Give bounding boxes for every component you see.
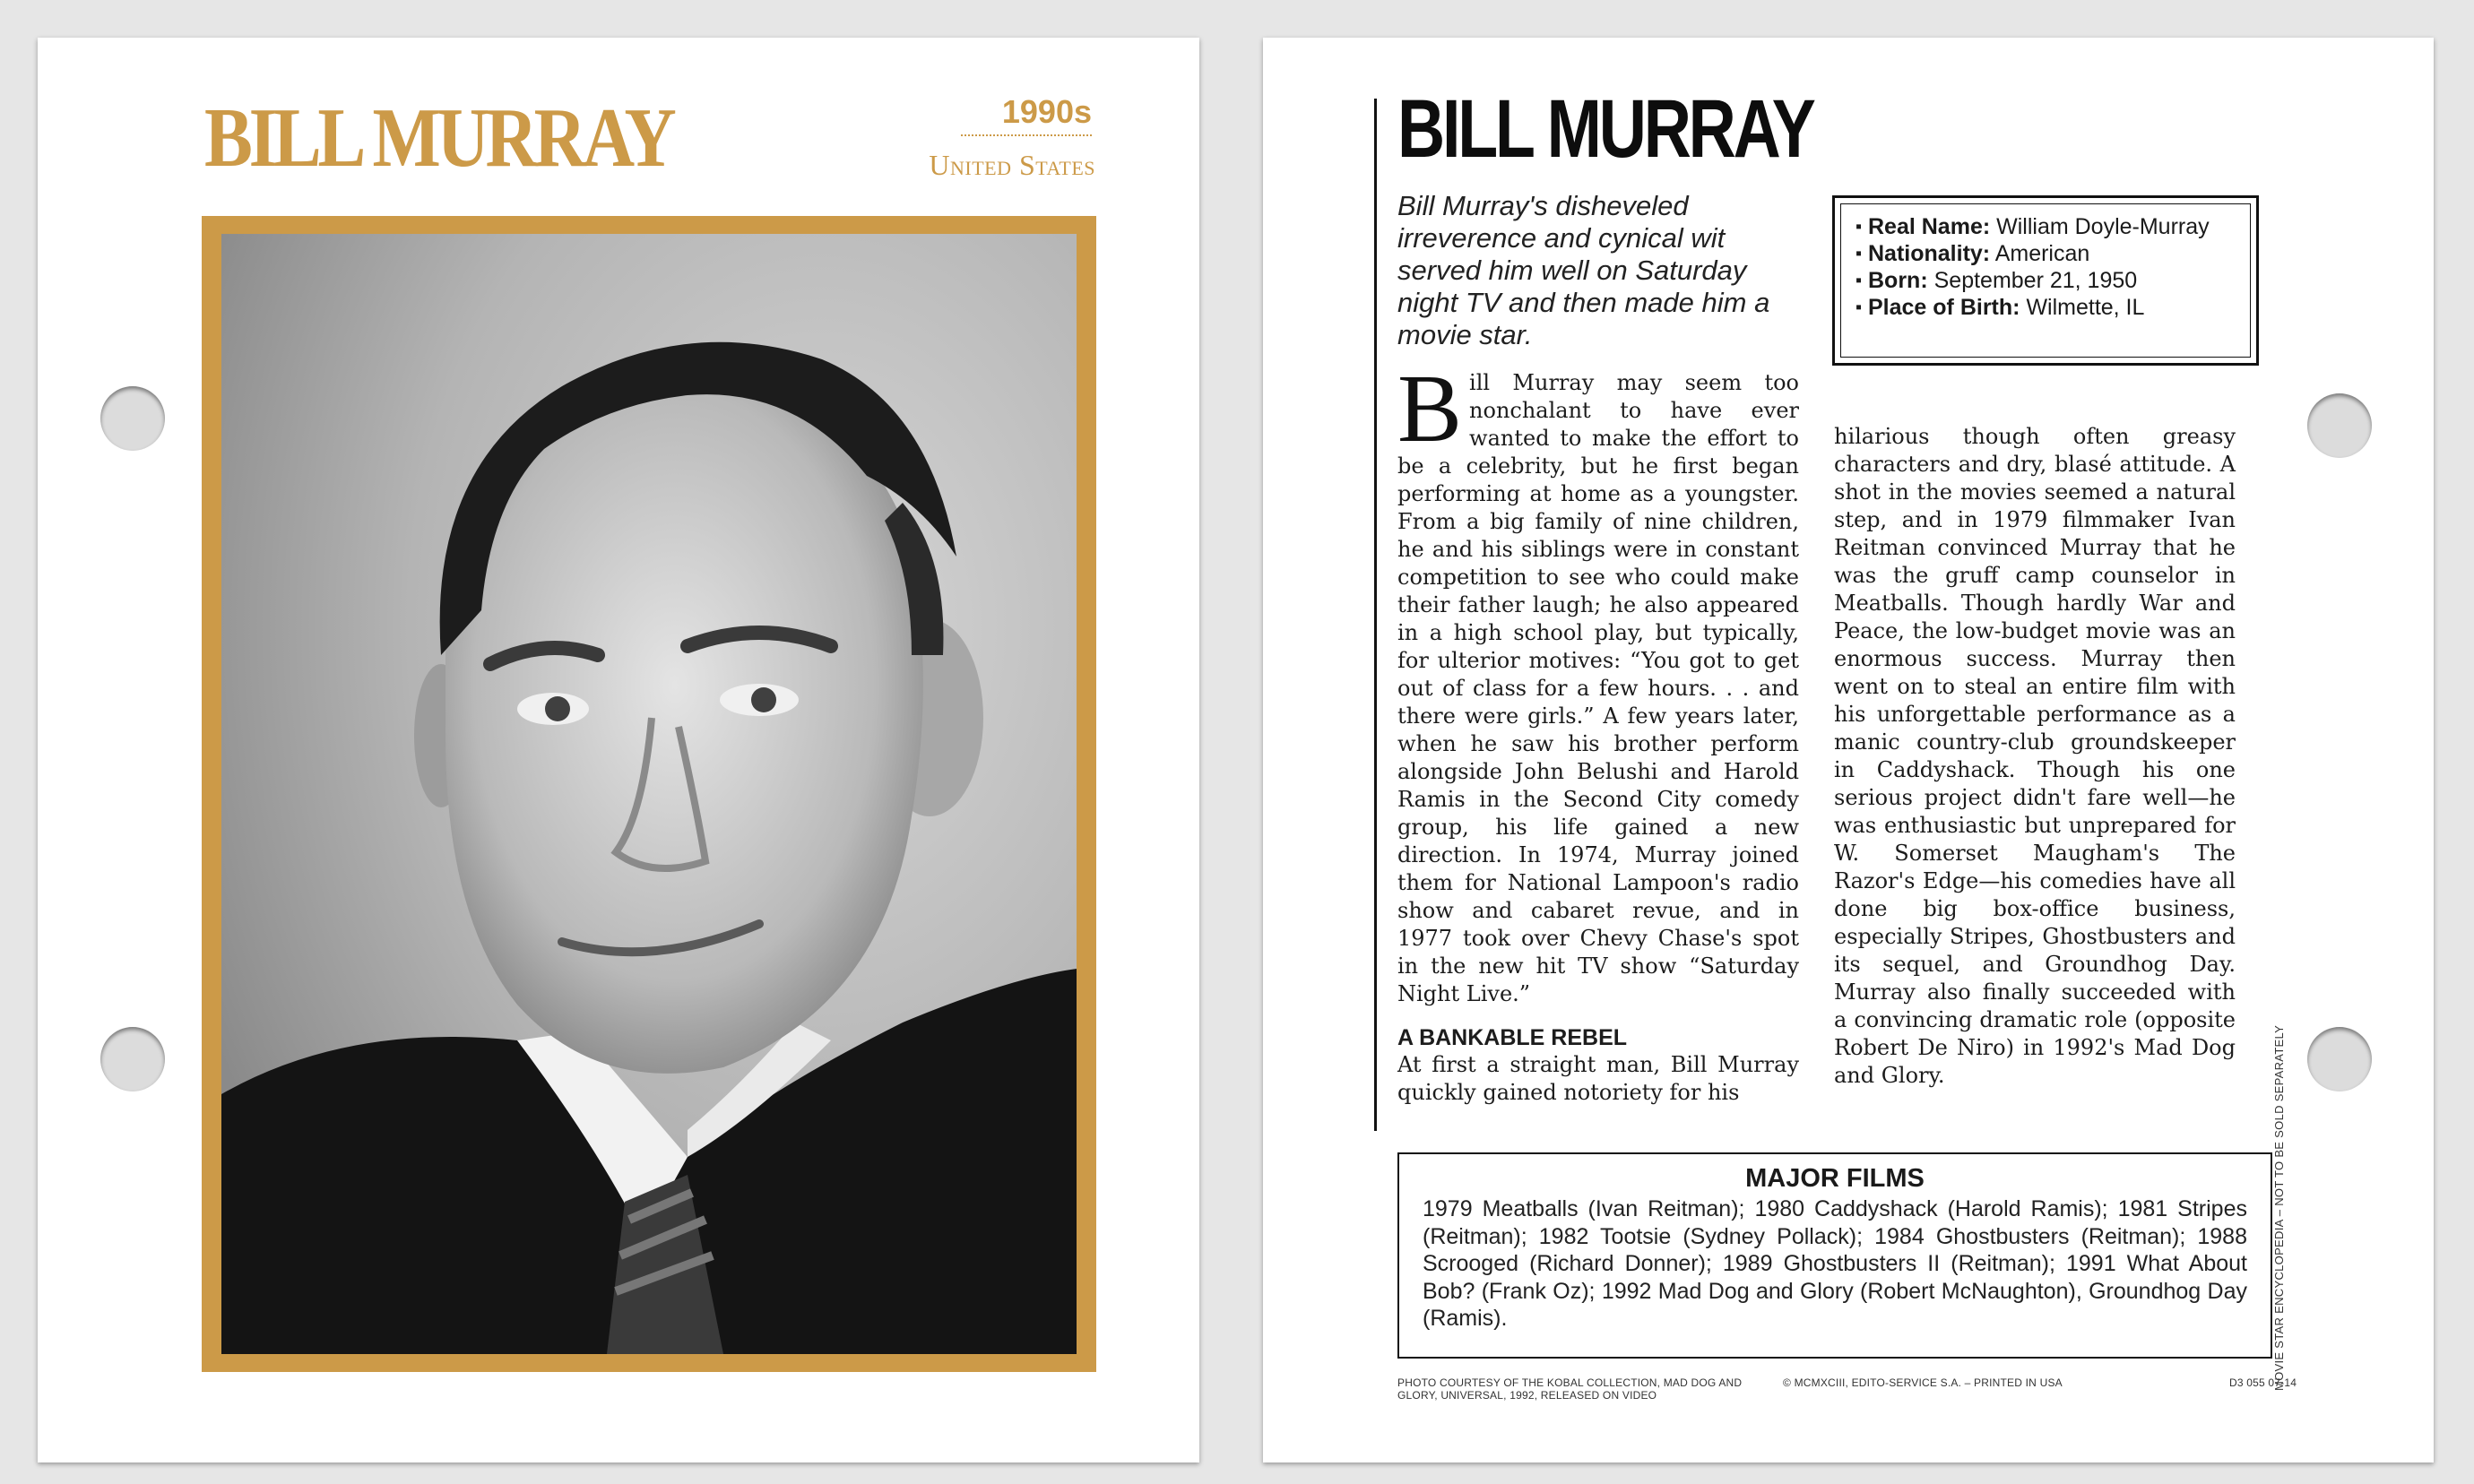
side-notice: MOVIE STAR ENCYCLOPEDIA – NOT TO BE SOLD SEPARATELY (2272, 1024, 2286, 1391)
fact-list (1840, 203, 2251, 358)
fact-place-of-birth (1856, 294, 2241, 321)
left-rule (1374, 99, 1377, 1131)
body-paragraph-2: At first a straight man, Bill Murray quickly gained notoriety for his (1397, 1052, 1799, 1105)
body-paragraph-3: hilarious though often greasy characters and dry, blasé attitude. A shot in the movies seemed a natural step, and in 1979 filmmaker Ivan Reitman convinced Murray that he was the gruff camp counselor in Meatballs. Though hardly War and Peace, the low-budget movie was an enormous success. Murray then went on to steal an entire film with his unforgettable performance as a manic country-club groundskeeper in Caddyshack. Though his one serious project didn't fare well—he was enthusiastic but unprepared for W. Somerset Maugham's The Razor's Edge—his comedies have all done big box-office business, especially Stripes, Ghostbusters and its sequel, and Groundhog Day. Murray also finally succeeded with a convincing dramatic role (opposite Robert De Niro) in 1992's Mad Dog and Glory. (1834, 424, 2236, 1088)
major-films-title: MAJOR FILMS (1745, 1164, 1925, 1193)
fact-value: September 21, 1950 (1933, 268, 2138, 293)
front-title-name: BILL MURRAY (204, 91, 673, 185)
back-card (1263, 38, 2434, 1462)
body-column-1 (1397, 356, 1799, 1158)
card-code: D3 055 07-14 (2229, 1376, 2297, 1389)
fact-box (1832, 195, 2259, 366)
fact-value: William Doyle-Murray (1996, 214, 2210, 239)
back-title-name: BILL MURRAY (1397, 83, 1813, 175)
copyright-notice: © MCMXCIII, EDITO-SERVICE S.A. – PRINTED IN USA (1783, 1376, 2063, 1389)
portrait-photo (221, 234, 1077, 1354)
drop-cap: B (1397, 356, 1463, 462)
subheading: A BANKABLE REBEL (1397, 1025, 1628, 1050)
fact-label: Place of Birth: (1868, 295, 2020, 320)
fact-real-name (1856, 213, 2241, 240)
major-films-list: 1979 Meatballs (Ivan Reitman); 1980 Caddyshack (Harold Ramis); 1981 Stripes (Reitman); 1982 Tootsie (Sydney Pollack); 1984 Ghostbusters (Reitman); 1988 Scrooged (Richard Donner); 1989 Ghostbusters II (Reitman); 1991 What About Bob? (Frank Oz); 1992 Mad Dog and Glory (Robert McNaughton), Groundhog Day (Ramis). (1423, 1196, 2247, 1331)
body-column-2 (1834, 423, 2236, 1090)
photo-credit: PHOTO COURTESY OF THE KOBAL COLLECTION, MAD DOG AND GLORY, UNIVERSAL, 1992, RELEASED ON VIDEO (1397, 1376, 1743, 1402)
fact-nationality (1856, 240, 2241, 267)
body-paragraph-1 (1397, 356, 1799, 1008)
binder-hole-bottom-right (2307, 1027, 2372, 1091)
binder-hole-bottom (100, 1027, 165, 1091)
country-label: United States (929, 149, 1095, 181)
body-text: ill Murray may seem too nonchalant to have ever wanted to make the effort to be a celebrity, but he first began performing at home as a youngster. From a big family of nine children, he and his siblings were in constant competition to see who could make their father laugh; he also appeared in a high school play, but typically, for ulterior motives: “You got to get out of class for a few hours. . . and there were girls.” A few years later, when he saw his brother perform alongside John Belushi and Harold Ramis in the Second City comedy group, his life gained a new direction. In 1974, Murray joined them for National Lampoon's radio show and cabaret revue, and in 1977 took over Chevy Chase's spot in the new hit TV show “Saturday Night Live.” (1397, 370, 1799, 1006)
fact-label: Born: (1868, 268, 1928, 293)
fact-label: Nationality: (1868, 241, 1991, 266)
binder-hole-top (100, 386, 165, 451)
fact-value: Wilmette, IL (2026, 295, 2145, 320)
fact-value: American (1994, 241, 2090, 266)
portrait-illustration (221, 234, 1077, 1354)
fact-born (1856, 267, 2241, 294)
decade-label: 1990s (1001, 93, 1092, 130)
fact-label: Real Name: (1868, 214, 1991, 239)
photo-frame (202, 216, 1096, 1372)
front-card (38, 38, 1199, 1462)
intro-text: Bill Murray's disheveled irreverence and cynical wit served him well on Saturday night TV and then made him a movie star. (1397, 190, 1770, 350)
decade-divider (961, 134, 1092, 136)
major-films-box (1397, 1152, 2272, 1359)
binder-hole-top-right (2307, 393, 2372, 458)
